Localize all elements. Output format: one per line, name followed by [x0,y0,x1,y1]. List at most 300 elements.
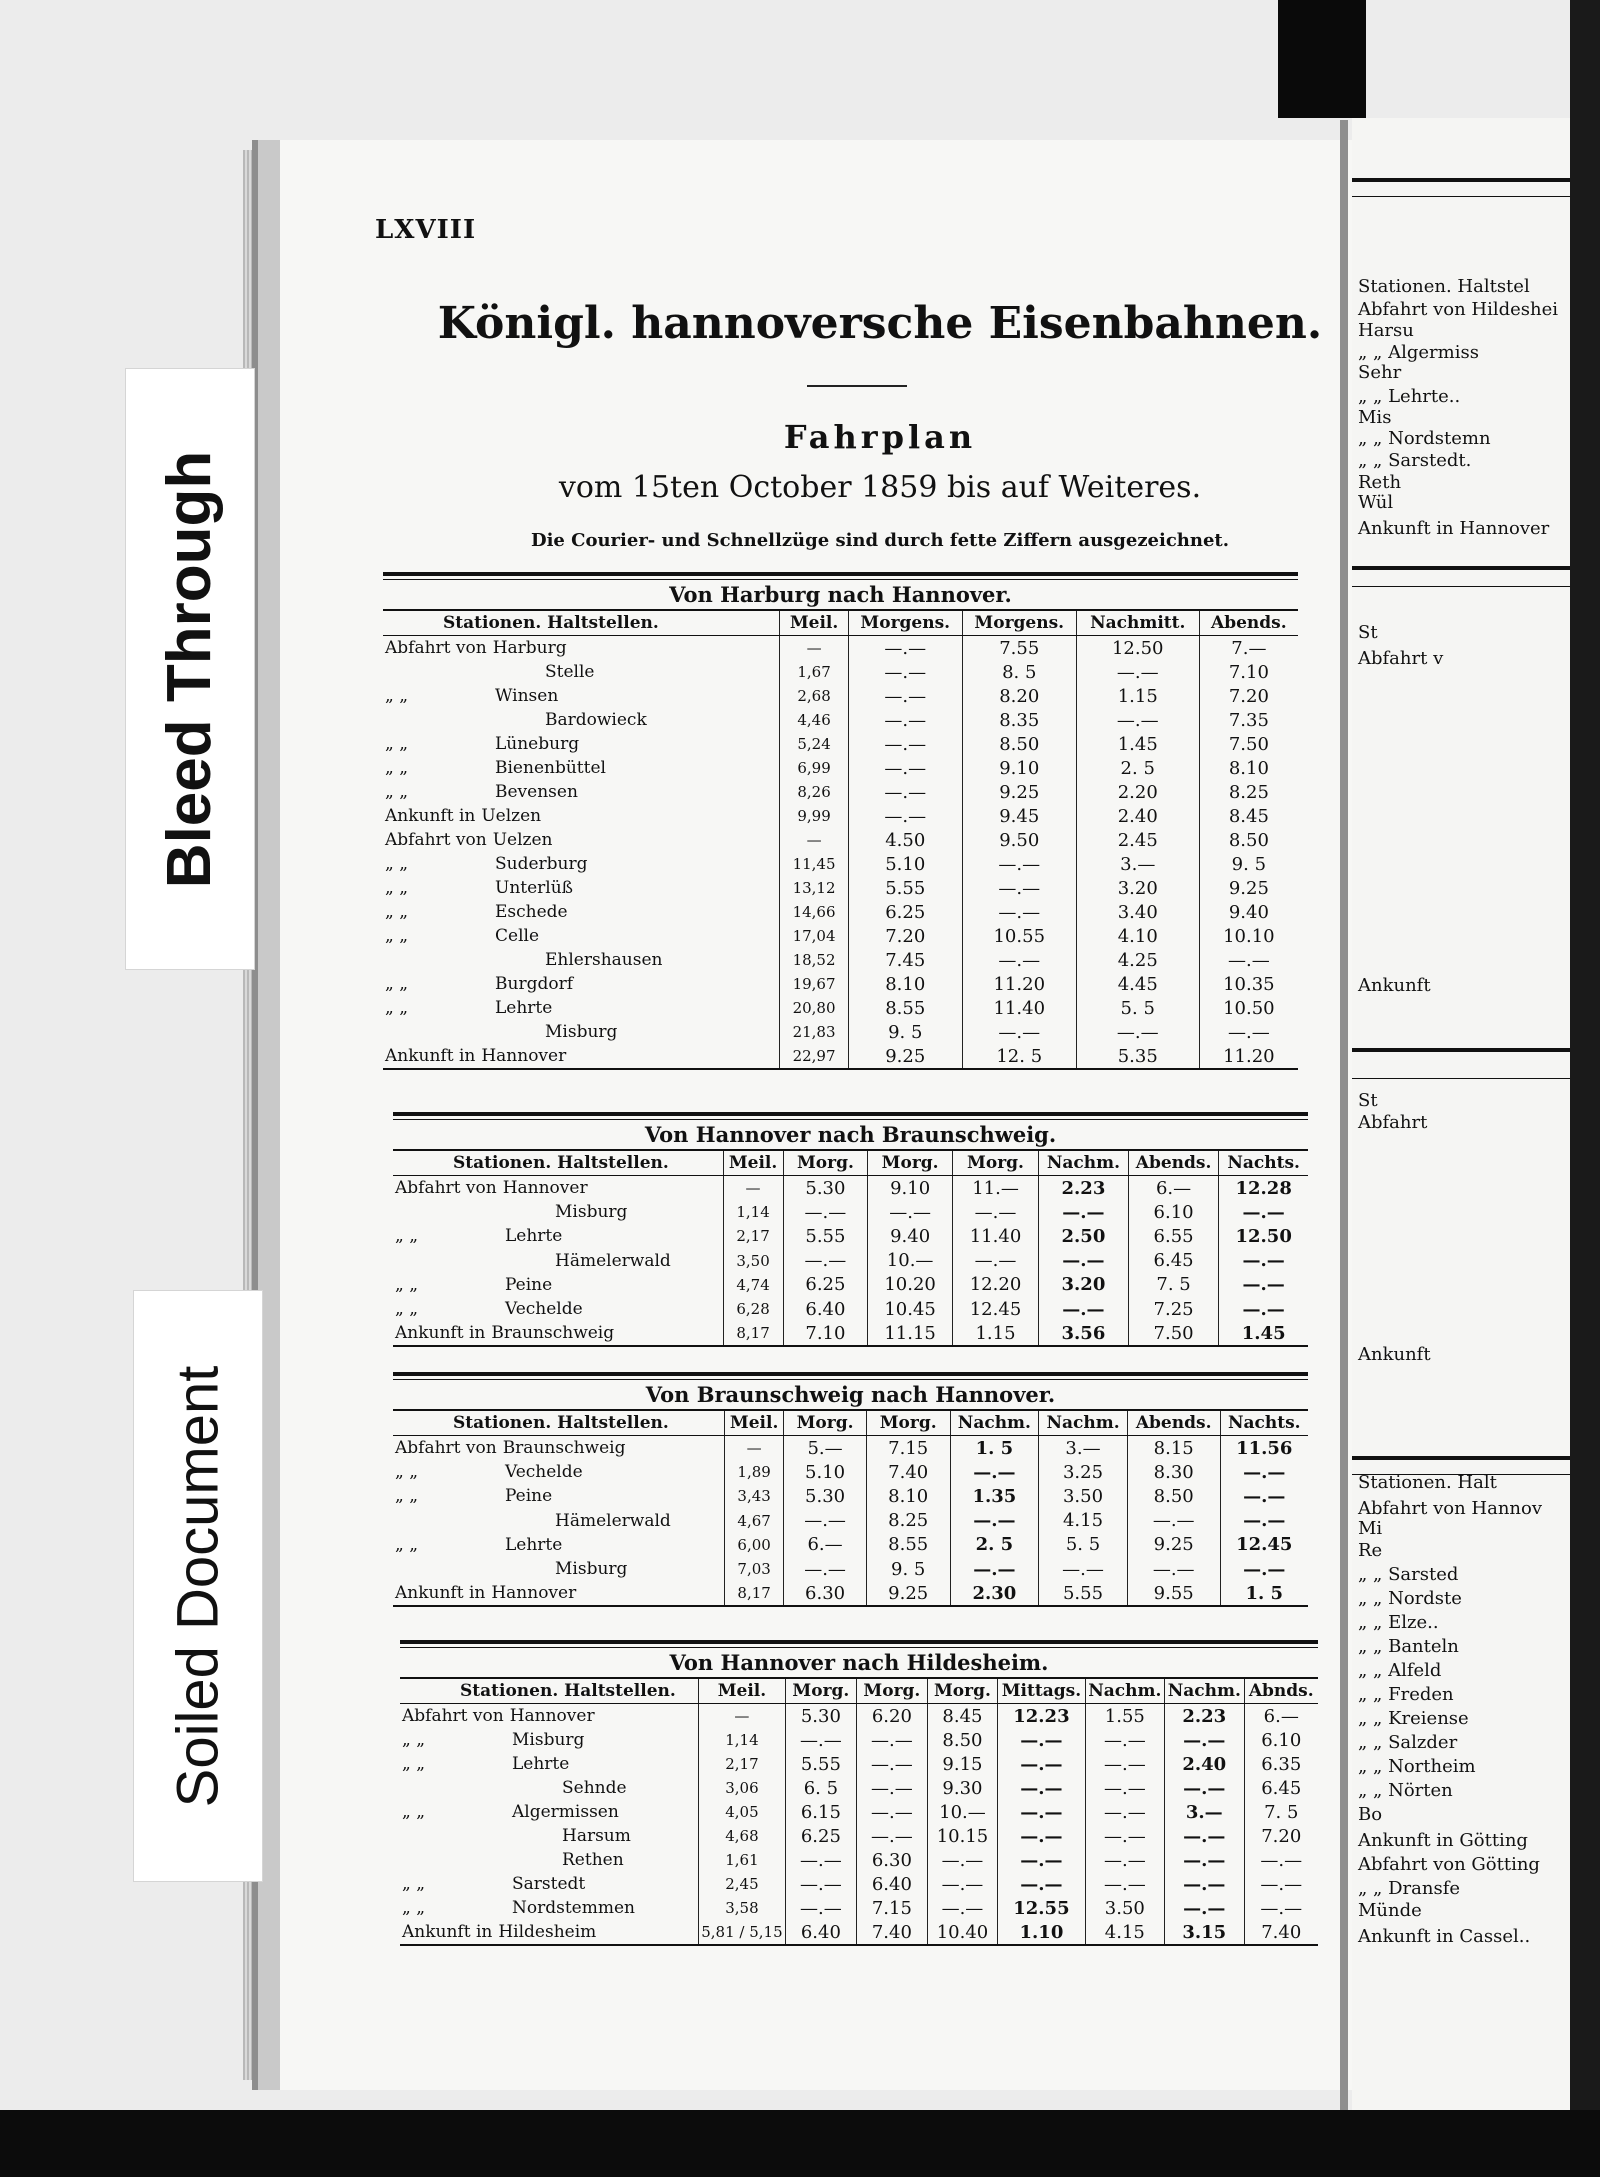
time-cell: 2.23 [1039,1176,1129,1201]
station-prefix: Abfahrt von [402,1706,504,1726]
time-cell: —.— [952,1200,1038,1224]
time-cell: —.— [998,1752,1085,1776]
column-header: Nachts. [1219,1151,1308,1176]
station-name: Bardowieck [545,710,647,730]
station-name: Lehrte [505,1226,563,1247]
route-title: Von Hannover nach Braunschweig. [393,1120,1308,1151]
station-prefix: „ „ [385,686,409,706]
station-name: Uelzen [492,830,553,850]
time-cell: 4.25 [1076,948,1199,972]
page-title: Königl. hannoversche Eisenbahnen. [437,298,1323,349]
time-cell: 7.55 [962,636,1076,661]
time-cell: 9.30 [927,1776,998,1800]
column-header: Meil. [780,611,848,636]
time-cell: 3.— [1076,852,1199,876]
station-name: Misburg [545,1022,618,1042]
route-title: Von Hannover nach Hildesheim. [400,1648,1318,1679]
right-page-line: „ „ Elze.. [1358,1612,1439,1633]
station-prefix: Ankunft in [402,1922,493,1942]
time-cell: 9.40 [1199,900,1298,924]
timetable-grid [383,611,1298,1068]
table-row [400,1896,1318,1920]
time-cell: 3.50 [1085,1896,1164,1920]
time-cell: 7.45 [848,948,962,972]
timetable-harburg-hannover [383,572,1298,1070]
time-cell: —.— [1127,1557,1220,1581]
distance-cell: 17,04 [780,924,848,948]
distance-cell: 13,12 [780,876,848,900]
time-cell: 7.15 [866,1436,950,1461]
right-page-line: Mi [1358,1518,1383,1539]
time-cell: 8.30 [1127,1460,1220,1484]
time-cell: —.— [868,1200,953,1224]
time-cell: 10.15 [927,1824,998,1848]
time-cell: —.— [1039,1297,1129,1321]
station-prefix: „ „ [402,1730,426,1750]
time-cell: 12. 5 [962,1044,1076,1068]
time-cell: 4.50 [848,828,962,852]
station-name: Suderburg [495,854,588,874]
time-cell: —.— [848,732,962,756]
column-header: Mittags. [998,1679,1085,1704]
time-cell: 10.10 [1199,924,1298,948]
time-cell: 12.28 [1219,1176,1308,1201]
table-row [393,1249,1308,1273]
time-cell: —.— [848,660,962,684]
column-header: Morgens. [962,611,1076,636]
right-page-rule [1352,1048,1572,1052]
time-cell: —.— [927,1848,998,1872]
table-row [383,708,1298,732]
station-prefix: „ „ [395,1486,419,1507]
column-header-stations: Stationen. Haltstellen. [383,611,780,636]
time-cell: 11.56 [1220,1436,1308,1461]
table-bottom-rule [393,1345,1308,1347]
distance-cell: 19,67 [780,972,848,996]
right-page-line: Abfahrt von Götting [1358,1854,1540,1875]
station-prefix: „ „ [385,734,409,754]
station-cell [383,948,780,972]
table-top-rule [400,1640,1318,1648]
station-name: Lehrte [495,998,553,1018]
right-page-fragment [1352,118,1572,2110]
table-row [383,900,1298,924]
station-cell [393,1297,723,1321]
station-name: Winsen [495,686,559,706]
station-cell [383,1020,780,1044]
station-cell [400,1848,699,1872]
time-cell: —.— [784,1557,867,1581]
route-title: Von Harburg nach Hannover. [383,580,1298,611]
time-cell: 1.15 [952,1321,1038,1345]
station-prefix: Ankunft in [395,1583,486,1604]
station-prefix: „ „ [385,854,409,874]
station-cell [383,636,780,661]
time-cell: —.— [848,684,962,708]
time-cell: 8.50 [962,732,1076,756]
time-cell: 6.— [784,1533,867,1557]
column-header: Meil. [699,1679,785,1704]
right-page-line: Ankunft in Götting [1358,1830,1528,1851]
time-cell: —.— [1039,1200,1129,1224]
time-cell: —.— [783,1200,868,1224]
station-name: Bevensen [495,782,578,802]
time-cell: 8.50 [927,1728,998,1752]
time-cell: 9.25 [1127,1533,1220,1557]
right-page-line: Mis [1358,407,1392,428]
right-page-line: Sehr [1358,362,1402,383]
time-cell: 5.35 [1076,1044,1199,1068]
table-row [383,876,1298,900]
time-cell: 5. 5 [1039,1533,1128,1557]
soiled-document-label [133,1290,263,1882]
station-cell [393,1249,723,1273]
table-row [383,828,1298,852]
time-cell: 10.20 [868,1273,953,1297]
bleed-through-label [125,368,255,970]
time-cell: —.— [927,1872,998,1896]
station-cell [393,1581,724,1605]
time-cell: 2. 5 [950,1533,1039,1557]
time-cell: —.— [1085,1824,1164,1848]
time-cell: —.— [857,1728,928,1752]
station-prefix: Ankunft in [385,806,476,826]
time-cell: 3.40 [1076,900,1199,924]
time-cell: 2.30 [950,1581,1039,1605]
station-prefix: Abfahrt von [385,830,487,850]
table-bottom-rule [400,1944,1318,1946]
time-cell: 12.50 [1219,1224,1308,1248]
time-cell: 1.35 [950,1484,1039,1508]
station-prefix: „ „ [385,782,409,802]
time-cell: 6.25 [785,1824,856,1848]
station-cell [383,660,780,684]
distance-cell: 3,58 [699,1896,785,1920]
time-cell: 7.40 [866,1460,950,1484]
table-row [400,1704,1318,1729]
station-cell [393,1533,724,1557]
time-cell: —.— [1199,948,1298,972]
column-header: Abnds. [1244,1679,1318,1704]
time-cell: 10.35 [1199,972,1298,996]
table-row [383,924,1298,948]
table-top-rule [383,572,1298,580]
distance-cell: 1,89 [724,1460,783,1484]
time-cell: 8.20 [962,684,1076,708]
station-cell [383,804,780,828]
distance-cell: 4,05 [699,1800,785,1824]
table-row [383,660,1298,684]
time-cell: 3.56 [1039,1321,1129,1345]
time-cell: 7.50 [1199,732,1298,756]
table-row [393,1557,1308,1581]
table-row [393,1224,1308,1248]
right-page-line: Abfahrt von Hannov [1358,1498,1543,1519]
time-cell: 10.55 [962,924,1076,948]
right-page-line: Abfahrt v [1358,648,1444,669]
time-cell: 8.25 [866,1509,950,1533]
column-header: Morg. [783,1151,868,1176]
time-cell: —.— [848,756,962,780]
right-page-line: St [1358,622,1378,643]
station-name: Misburg [555,1559,628,1580]
station-cell [393,1176,723,1201]
time-cell: —.— [1219,1200,1308,1224]
column-header: Abends. [1127,1411,1220,1436]
distance-cell: 8,17 [723,1321,783,1345]
table-row [383,1020,1298,1044]
table-row [383,948,1298,972]
time-cell: —.— [962,948,1076,972]
column-header-stations: Stationen. Haltstellen. [393,1151,723,1176]
station-name: Hannover [502,1178,588,1199]
time-cell: 4.10 [1076,924,1199,948]
column-header: Nachm. [1085,1679,1164,1704]
column-header: Nachmitt. [1076,611,1199,636]
time-cell: —.— [848,636,962,661]
time-cell: 9.50 [962,828,1076,852]
time-cell: 12.45 [952,1297,1038,1321]
station-name: Braunschweig [491,1323,615,1344]
time-cell: 12.55 [998,1896,1085,1920]
time-cell: 7.20 [1199,684,1298,708]
timetable-grid [400,1679,1318,1944]
column-header: Nachm. [1039,1411,1128,1436]
time-cell: 7.25 [1128,1297,1219,1321]
table-row [393,1436,1308,1461]
time-cell: 6.45 [1128,1249,1219,1273]
distance-cell: 2,17 [723,1224,783,1248]
time-cell: 5.30 [784,1484,867,1508]
column-header: Morg. [952,1151,1038,1176]
express-note: Die Courier- und Schnellzüge sind durch fette Ziffern ausgezeichnet. [530,530,1230,551]
time-cell: 6. 5 [785,1776,856,1800]
time-cell: 11.— [952,1176,1038,1201]
time-cell: 10.50 [1199,996,1298,1020]
time-cell: —.— [1076,708,1199,732]
distance-cell: 1,67 [780,660,848,684]
station-cell [393,1321,723,1345]
right-page-line: „ „ Sarsted [1358,1564,1459,1585]
distance-cell: 5,81 / 5,15 [699,1920,785,1944]
station-prefix: „ „ [402,1874,426,1894]
time-cell: —.— [998,1776,1085,1800]
distance-cell: 11,45 [780,852,848,876]
right-page-line: Bo [1358,1804,1383,1825]
station-prefix: „ „ [385,758,409,778]
table-row [383,996,1298,1020]
table-row [400,1848,1318,1872]
table-row [383,732,1298,756]
station-cell [383,900,780,924]
station-cell [393,1557,724,1581]
station-prefix: „ „ [385,926,409,946]
time-cell: 7.20 [848,924,962,948]
time-cell: —.— [785,1728,856,1752]
time-cell: 7.40 [857,1920,928,1944]
time-cell: —.— [950,1509,1039,1533]
column-header: Nachts. [1220,1411,1308,1436]
time-cell: —.— [1165,1872,1244,1896]
table-row [383,1044,1298,1068]
time-cell: 3.20 [1076,876,1199,900]
time-cell: 6.15 [785,1800,856,1824]
time-cell: 8.45 [927,1704,998,1729]
station-name: Hämelerwald [555,1510,671,1531]
station-cell [400,1920,699,1944]
distance-cell: 7,03 [724,1557,783,1581]
station-name: Unterlüß [495,878,574,898]
time-cell: 6.25 [783,1273,868,1297]
time-cell: —.— [1199,1020,1298,1044]
table-row [383,972,1298,996]
distance-cell: — [780,636,848,661]
station-prefix: Ankunft in [395,1323,486,1344]
time-cell: 1.10 [998,1920,1085,1944]
time-cell: —.— [857,1776,928,1800]
station-name: Lehrte [512,1754,570,1774]
distance-cell: 8,26 [780,780,848,804]
station-name: Lehrte [505,1534,563,1555]
right-page-line: „ „ Nörten [1358,1780,1453,1801]
time-cell: 7.15 [857,1896,928,1920]
time-cell: 4.15 [1039,1509,1128,1533]
time-cell: 5.10 [848,852,962,876]
right-page-line: „ „ Dransfe [1358,1878,1461,1899]
time-cell: 2. 5 [1076,756,1199,780]
time-cell: —.— [857,1752,928,1776]
time-cell: —.— [1220,1557,1308,1581]
time-cell: 1.45 [1219,1321,1308,1345]
time-cell: 9.55 [1127,1581,1220,1605]
time-cell: —.— [848,804,962,828]
station-cell [383,708,780,732]
right-page-line: Abfahrt [1358,1112,1428,1133]
table-row [393,1581,1308,1605]
time-cell: 3.15 [1165,1920,1244,1944]
time-cell: 6.10 [1244,1728,1318,1752]
time-cell: —.— [1165,1776,1244,1800]
right-page-line: Reth [1358,472,1402,493]
time-cell: 12.45 [1220,1533,1308,1557]
time-cell: 7.50 [1128,1321,1219,1345]
distance-cell: 22,97 [780,1044,848,1068]
time-cell: 10.45 [868,1297,953,1321]
time-cell: —.— [1220,1460,1308,1484]
table-row [400,1824,1318,1848]
validity-dateline: vom 15ten October 1859 bis auf Weiteres. [558,470,1202,505]
time-cell: 1.45 [1076,732,1199,756]
time-cell: —.— [1165,1896,1244,1920]
station-cell [383,852,780,876]
station-prefix: „ „ [395,1534,419,1555]
right-page-line: Wül [1358,492,1394,513]
distance-cell: 1,14 [699,1728,785,1752]
time-cell: 11.15 [868,1321,953,1345]
time-cell: 1.55 [1085,1704,1164,1729]
time-cell: 7. 5 [1128,1273,1219,1297]
time-cell: 1. 5 [1220,1581,1308,1605]
time-cell: —.— [998,1800,1085,1824]
station-prefix: Abfahrt von [395,1178,497,1199]
station-prefix: „ „ [402,1802,426,1822]
station-name: Uelzen [481,806,542,826]
time-cell: 12.20 [952,1273,1038,1297]
time-cell: —.— [952,1249,1038,1273]
time-cell: 7. 5 [1244,1800,1318,1824]
station-cell [383,972,780,996]
right-page-line: „ „ Northeim [1358,1756,1476,1777]
station-prefix: „ „ [395,1274,419,1295]
time-cell: —.— [950,1557,1039,1581]
time-cell: 2.23 [1165,1704,1244,1729]
soiled-document-label-text: Soiled Document [165,1365,231,1807]
time-cell: 11.20 [962,972,1076,996]
time-cell: —.— [1127,1509,1220,1533]
distance-cell: 4,46 [780,708,848,732]
right-page-line: „ „ Freden [1358,1684,1454,1705]
station-cell [393,1200,723,1224]
right-page-line: „ „ Lehrte.. [1358,386,1461,407]
table-row [383,804,1298,828]
time-cell: 9.25 [962,780,1076,804]
column-header: Morgens. [848,611,962,636]
time-cell: 3.— [1165,1800,1244,1824]
time-cell: 7.35 [1199,708,1298,732]
time-cell: —.— [848,708,962,732]
station-prefix: „ „ [385,902,409,922]
time-cell: 6.— [1128,1176,1219,1201]
time-cell: 5.30 [783,1176,868,1201]
right-page-line: „ „ Nordste [1358,1588,1462,1609]
time-cell: 10.— [868,1249,953,1273]
time-cell: 6.40 [783,1297,868,1321]
distance-cell: — [724,1436,783,1461]
distance-cell: 20,80 [780,996,848,1020]
station-prefix: Ankunft in [385,1046,476,1066]
distance-cell: 2,17 [699,1752,785,1776]
time-cell: 6.25 [848,900,962,924]
time-cell: 8.45 [1199,804,1298,828]
time-cell: 9. 5 [1199,852,1298,876]
time-cell: 7.10 [1199,660,1298,684]
station-name: Hämelerwald [555,1250,671,1271]
time-cell: —.— [1085,1872,1164,1896]
distance-cell: — [780,828,848,852]
right-page-line: Stationen. Halt [1358,1472,1497,1493]
distance-cell: 4,74 [723,1273,783,1297]
time-cell: 5.55 [785,1752,856,1776]
time-cell: 4.15 [1085,1920,1164,1944]
time-cell: 8.15 [1127,1436,1220,1461]
time-cell: 6.30 [784,1581,867,1605]
time-cell: 2.40 [1165,1752,1244,1776]
table-top-rule [393,1112,1308,1120]
station-prefix: „ „ [402,1754,426,1774]
time-cell: —.— [950,1460,1039,1484]
station-cell [383,732,780,756]
table-row [393,1176,1308,1201]
station-cell [383,684,780,708]
station-name: Sehnde [562,1778,627,1798]
station-cell [383,756,780,780]
time-cell: 9.10 [962,756,1076,780]
time-cell: —.— [1244,1848,1318,1872]
column-header: Abends. [1128,1151,1219,1176]
time-cell: 8.35 [962,708,1076,732]
station-name: Hannover [481,1046,567,1066]
right-page-line: „ „ Banteln [1358,1636,1459,1657]
